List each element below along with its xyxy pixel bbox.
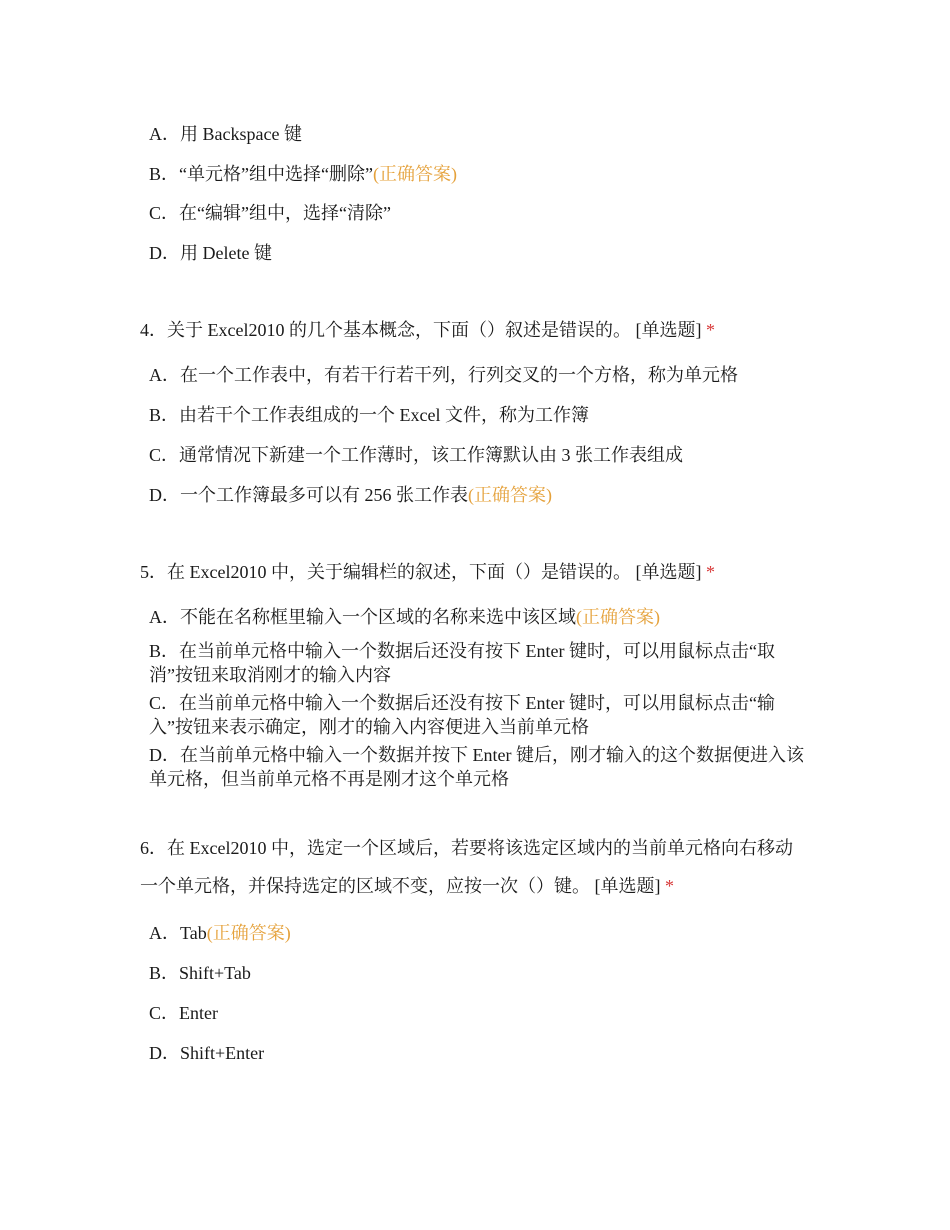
q3-option-b: B．“单元格”组中选择“删除”(正确答案): [149, 164, 457, 184]
required-mark: *: [705, 320, 715, 340]
required-mark: *: [705, 562, 715, 582]
correct-answer-tag: (正确答案): [468, 485, 552, 505]
correct-answer-tag: (正确答案): [206, 923, 291, 943]
q4-option-d: D．一个工作簿最多可以有 256 张工作表(正确答案): [149, 485, 552, 505]
q3-option-a: A．用 Backspace 键: [149, 124, 302, 144]
required-mark: *: [665, 876, 674, 896]
q4-stem: 4．关于 Excel2010 的几个基本概念，下面（）叙述是错误的。 [单选题] *: [140, 320, 715, 340]
q5-option-c: C．在当前单元格中输入一个数据后还没有按下 Enter 键时，可以用鼠标点击“输入”按钮来表示确定，刚才的输入内容便进入当前单元格: [149, 693, 775, 737]
q3-option-c: C．在“编辑”组中，选择“清除”: [149, 203, 391, 223]
q6-option-a: A．Tab(正确答案): [149, 923, 291, 943]
q4-option-c: C．通常情况下新建一个工作薄时，该工作簿默认由 3 张工作表组成: [149, 445, 684, 465]
correct-answer-tag: (正确答案): [372, 164, 457, 184]
q6-option-c: C．Enter: [149, 1003, 218, 1023]
q5-option-d: D．在当前单元格中输入一个数据并按下 Enter 键后，刚才输入的这个数据便进入该单元格，但当前单元格不再是刚才这个单元格: [149, 745, 804, 789]
q6-option-b: B．Shift+Tab: [149, 963, 251, 983]
q4-option-a: A．在一个工作表中，有若干行若干列，行列交叉的一个方格，称为单元格: [149, 365, 738, 385]
q4-option-b: B．由若干个工作表组成的一个 Excel 文件，称为工作簿: [149, 405, 589, 425]
correct-answer-tag: (正确答案): [576, 607, 660, 627]
q6-option-d: D．Shift+Enter: [149, 1043, 265, 1063]
q5-stem: 5．在 Excel2010 中，关于编辑栏的叙述，下面（）是错误的。 [单选题] *: [140, 562, 715, 582]
q5-option-a: A．不能在名称框里输入一个区域的名称来选中该区域(正确答案): [149, 607, 660, 627]
q3-option-d: D．用 Delete 键: [149, 243, 272, 263]
q5-option-b: B．在当前单元格中输入一个数据后还没有按下 Enter 键时，可以用鼠标点击“取消”按钮来取消刚才的输入内容: [149, 641, 775, 685]
q6-stem: 6．在 Excel2010 中，选定一个区域后，若要将该选定区域内的当前单元格向右移动一个单元格，并保持选定的区域不变，应按一次（）键。 [单选题] *: [140, 838, 793, 896]
